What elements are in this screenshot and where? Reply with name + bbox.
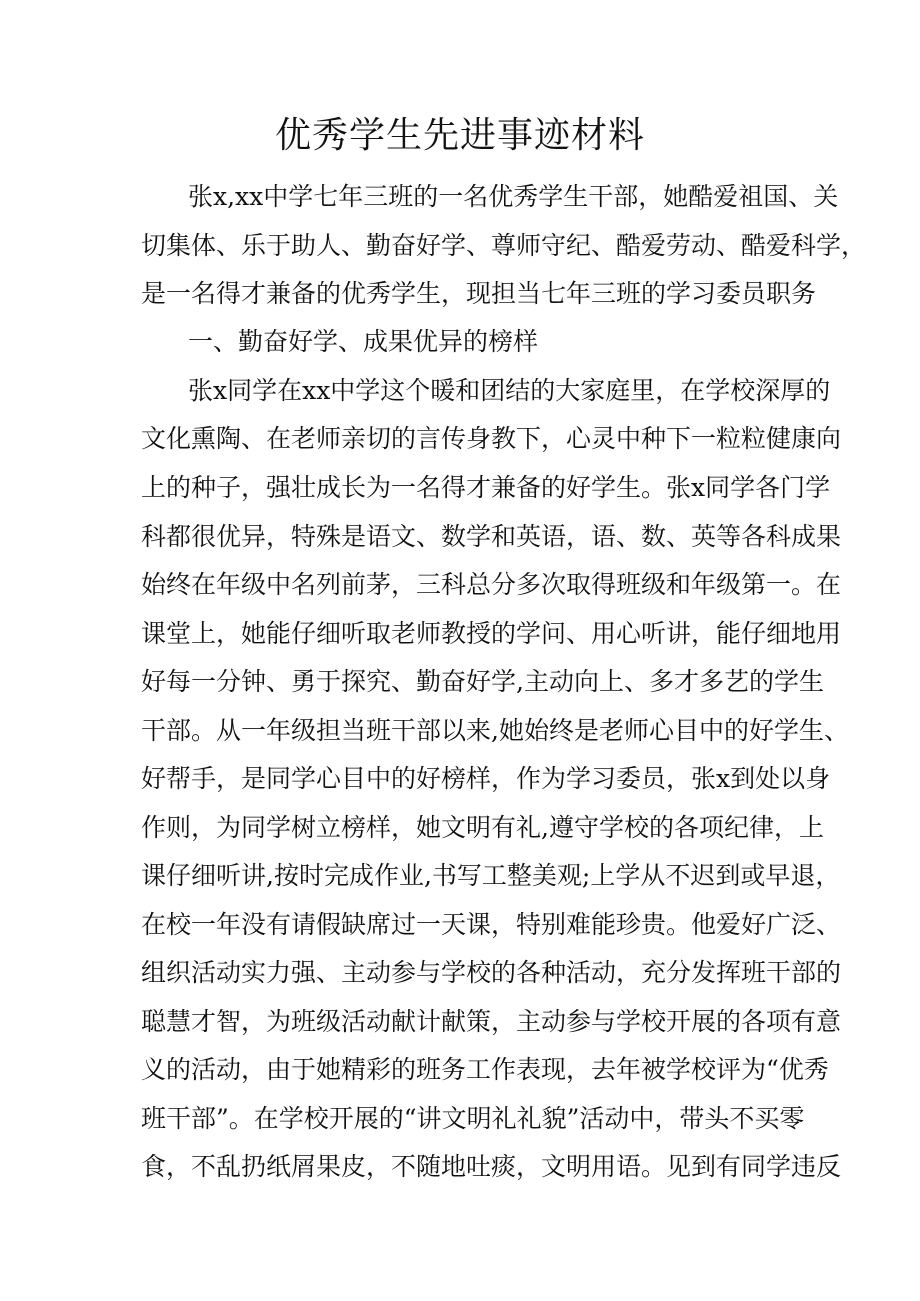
intro-line: 张x,xx中学七年三班的一名优秀学生干部，她酷爱祖国、关 bbox=[188, 182, 839, 211]
body-line: 干部。从一年级担当班干部以来,她始终是老师心目中的好学生、 bbox=[141, 716, 849, 745]
body-line: 聪慧才智，为班级活动献计献策，主动参与学校开展的各项有意 bbox=[141, 1007, 842, 1036]
section-heading: 一、勤奋好学、成果优异的榜样 bbox=[188, 327, 539, 356]
intro-line: 是一名得才兼备的优秀学生，现担当七年三班的学习委员职务 bbox=[141, 279, 817, 308]
body-line: 始终在年级中名列前茅，三科总分多次取得班级和年级第一。在 bbox=[141, 570, 842, 599]
body-line: 在校一年没有请假缺席过一天课，特别难能珍贵。他爱好广泛、 bbox=[141, 910, 842, 939]
body-line: 组织活动实力强、主动参与学校的各种活动，充分发挥班干部的 bbox=[141, 958, 842, 987]
body-line: 食，不乱扔纸屑果皮，不随地吐痰，文明用语。见到有同学违反 bbox=[141, 1152, 842, 1181]
body-line: 好每一分钟、勇于探究、勤奋好学,主动向上、多才多艺的学生 bbox=[141, 667, 824, 696]
body-line: 文化熏陶、在老师亲切的言传身教下，心灵中种下一粒粒健康向 bbox=[141, 424, 842, 453]
document-title: 优秀学生先进事迹材料 bbox=[274, 115, 645, 156]
body-line: 作则，为同学树立榜样，她文明有礼,遵守学校的各项纪律，上 bbox=[141, 813, 824, 842]
body-line: 张x同学在xx中学这个暖和团结的大家庭里，在学校深厚的 bbox=[188, 376, 831, 405]
body-line: 课堂上，她能仔细听取老师教授的学问、用心听讲，能仔细地用 bbox=[141, 619, 842, 648]
body-line: 班干部”。在学校开展的“讲文明礼礼貌”活动中，带头不买零 bbox=[141, 1104, 805, 1133]
body-line: 上的种子，强壮成长为一名得才兼备的好学生。张x同学各门学 bbox=[141, 473, 831, 502]
body-line: 课仔细听讲,按时完成作业,书写工整美观;上学从不迟到或早退， bbox=[141, 861, 841, 890]
intro-line: 切集体、乐于助人、勤奋好学、尊师守纪、酷爱劳动、酷爱科学， bbox=[141, 231, 867, 260]
body-line: 好帮手，是同学心目中的好榜样，作为学习委员，张x到处以身 bbox=[141, 764, 831, 793]
body-line: 科都很优异，特殊是语文、数学和英语，语、数、英等各科成果 bbox=[141, 522, 842, 551]
body-line: 义的活动，由于她精彩的班务工作表现，去年被学校评为“优秀 bbox=[141, 1055, 829, 1084]
